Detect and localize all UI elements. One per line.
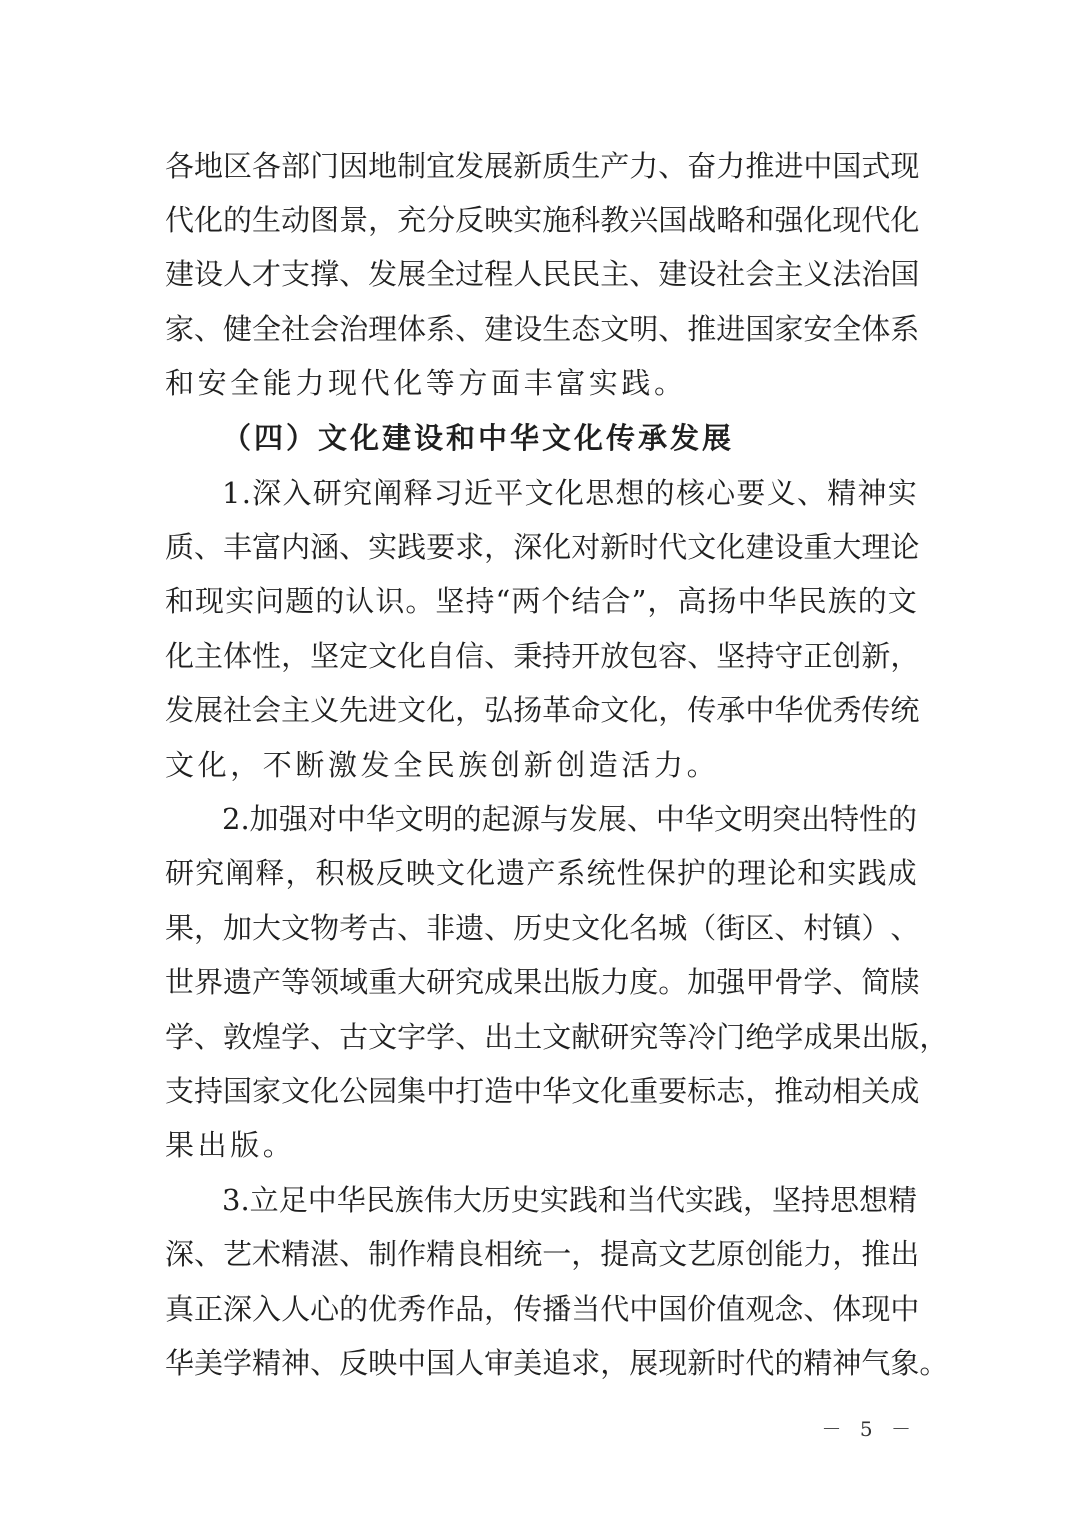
- text-line: 世 界 遗 产 等 领 域 重 大 研 究 成 果 出 版 力 度 。 加 强 甲 骨 学 、 简 牍: [165, 965, 920, 999]
- text-line: 华 美 学 精 神 、 反 映 中 国 人 审 美 追 求 ， 展 现 新 时 代 的 精 神 气 象 。: [165, 1346, 949, 1380]
- text-line: 各 地 区 各 部 门 因 地 制 宜 发 展 新 质 生 产 力 、 奋 力 推 进 中 国 式 现: [165, 149, 920, 183]
- text-line: 1 . 深 入 研 究 阐 释 习 近 平 文 化 思 想 的 核 心 要 义 、 精 神 实: [222, 476, 917, 510]
- text-line: 发 展 社 会 主 义 先 进 文 化 ， 弘 扬 革 命 文 化 ， 传 承 中 华 优 秀 传 统: [165, 693, 920, 727]
- text-line: 文化，不断激发全民族创新创造活力。: [165, 748, 720, 782]
- text-line: 2 . 加 强 对 中 华 文 明 的 起 源 与 发 展 、 中 华 文 明 突 出 特 性 的: [222, 802, 918, 836]
- text-line: 果出版。: [165, 1128, 296, 1162]
- text-line: 学 、 敦 煌 学 、 古 文 字 学 、 出 土 文 献 研 究 等 冷 门 绝 学 成 果 出 版 ，: [165, 1020, 949, 1054]
- page-number: － 5 －: [821, 1417, 917, 1441]
- text-line: 真 正 深 入 人 心 的 优 秀 作 品 ， 传 播 当 代 中 国 价 值 观 念 、 体 现 中: [165, 1292, 920, 1326]
- text-line: 建 设 人 才 支 撑 、 发 展 全 过 程 人 民 民 主 、 建 设 社 会 主 义 法 治 国: [165, 257, 920, 291]
- text-line: 研 究 阐 释 ， 积 极 反 映 文 化 遗 产 系 统 性 保 护 的 理 论 和 实 践 成: [165, 856, 917, 890]
- text-line: 和 现 实 问 题 的 认 识 。 坚 持 “ 两 个 结 合 ” ， 高 扬 中 华 民 族 的 文: [165, 584, 917, 618]
- text-line: 和安全能力现代化等方面丰富实践。: [165, 366, 687, 400]
- text-line: 化 主 体 性 ， 坚 定 文 化 自 信 、 秉 持 开 放 包 容 、 坚 持 守 正 创 新 ，: [165, 639, 920, 673]
- text-line: 深 、 艺 术 精 湛 、 制 作 精 良 相 统 一 ， 提 高 文 艺 原 创 能 力 ， 推 出: [165, 1237, 920, 1271]
- text-line: 支 持 国 家 文 化 公 园 集 中 打 造 中 华 文 化 重 要 标 志 ， 推 动 相 关 成: [165, 1074, 920, 1108]
- section-heading: （四）文化建设和中华文化传承发展: [222, 421, 735, 455]
- text-line: 代 化 的 生 动 图 景 ， 充 分 反 映 实 施 科 教 兴 国 战 略 和 强 化 现 代 化: [165, 203, 920, 237]
- text-line: 家 、 健 全 社 会 治 理 体 系 、 建 设 生 态 文 明 、 推 进 国 家 安 全 体 系: [165, 312, 920, 346]
- text-line: 果 ， 加 大 文 物 考 古 、 非 遗 、 历 史 文 化 名 城 （ 街 区 、 村 镇 ） 、: [165, 911, 920, 945]
- text-line: 质 、 丰 富 内 涵 、 实 践 要 求 ， 深 化 对 新 时 代 文 化 建 设 重 大 理 论: [165, 530, 920, 564]
- text-line: 3 . 立 足 中 华 民 族 伟 大 历 史 实 践 和 当 代 实 践 ， 坚 持 思 想 精: [222, 1183, 918, 1217]
